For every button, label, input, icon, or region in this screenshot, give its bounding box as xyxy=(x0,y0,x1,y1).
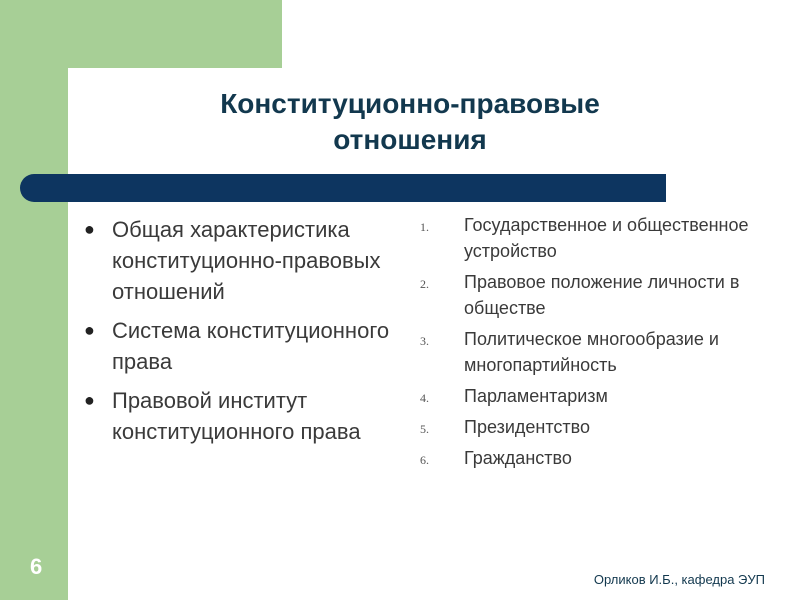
left-item-text: Система конституционного права xyxy=(112,318,390,374)
right-item-text: Правовое положение личности в обществе xyxy=(464,272,740,318)
left-green-stripe xyxy=(0,0,68,600)
right-list-item xyxy=(420,414,760,440)
left-bullet-list xyxy=(84,214,404,455)
left-item-text: Правовой институт конституционного права xyxy=(112,388,361,444)
right-list-item xyxy=(420,269,760,321)
right-numbered-list xyxy=(420,212,760,476)
item-number: 6. xyxy=(420,453,429,467)
right-item-text: Политическое многообразие и многопартийность xyxy=(464,329,719,375)
item-number: 4. xyxy=(420,391,429,405)
right-list-item xyxy=(420,326,760,378)
right-list-item xyxy=(420,212,760,264)
right-item-text: Президентство xyxy=(464,417,590,437)
left-list-item xyxy=(84,315,404,377)
left-list-item xyxy=(84,385,404,447)
item-number: 1. xyxy=(420,220,429,234)
title-line-2: отношения xyxy=(333,124,487,155)
page-number: 6 xyxy=(30,554,43,579)
slide-title xyxy=(70,86,750,158)
left-list-item xyxy=(84,214,404,307)
right-item-text: Государственное и общественное устройство xyxy=(464,215,749,261)
bullet-icon: ● xyxy=(84,320,95,340)
right-item-text: Парламентаризм xyxy=(464,386,608,406)
title-line-1: Конституционно-правовые xyxy=(220,88,600,119)
left-item-text: Общая характеристика конституционно-правовых отношений xyxy=(112,217,381,304)
item-number: 2. xyxy=(420,277,429,291)
title-divider-bar xyxy=(20,174,666,202)
right-list-item xyxy=(420,383,760,409)
right-item-text: Гражданство xyxy=(464,448,572,468)
right-list-item xyxy=(420,445,760,471)
footer-author: Орликов И.Б., кафедра ЭУП xyxy=(593,572,765,587)
bullet-icon: ● xyxy=(84,390,95,410)
item-number: 3. xyxy=(420,334,429,348)
bullet-icon: ● xyxy=(84,219,95,239)
item-number: 5. xyxy=(420,422,429,436)
top-green-band xyxy=(0,0,282,68)
